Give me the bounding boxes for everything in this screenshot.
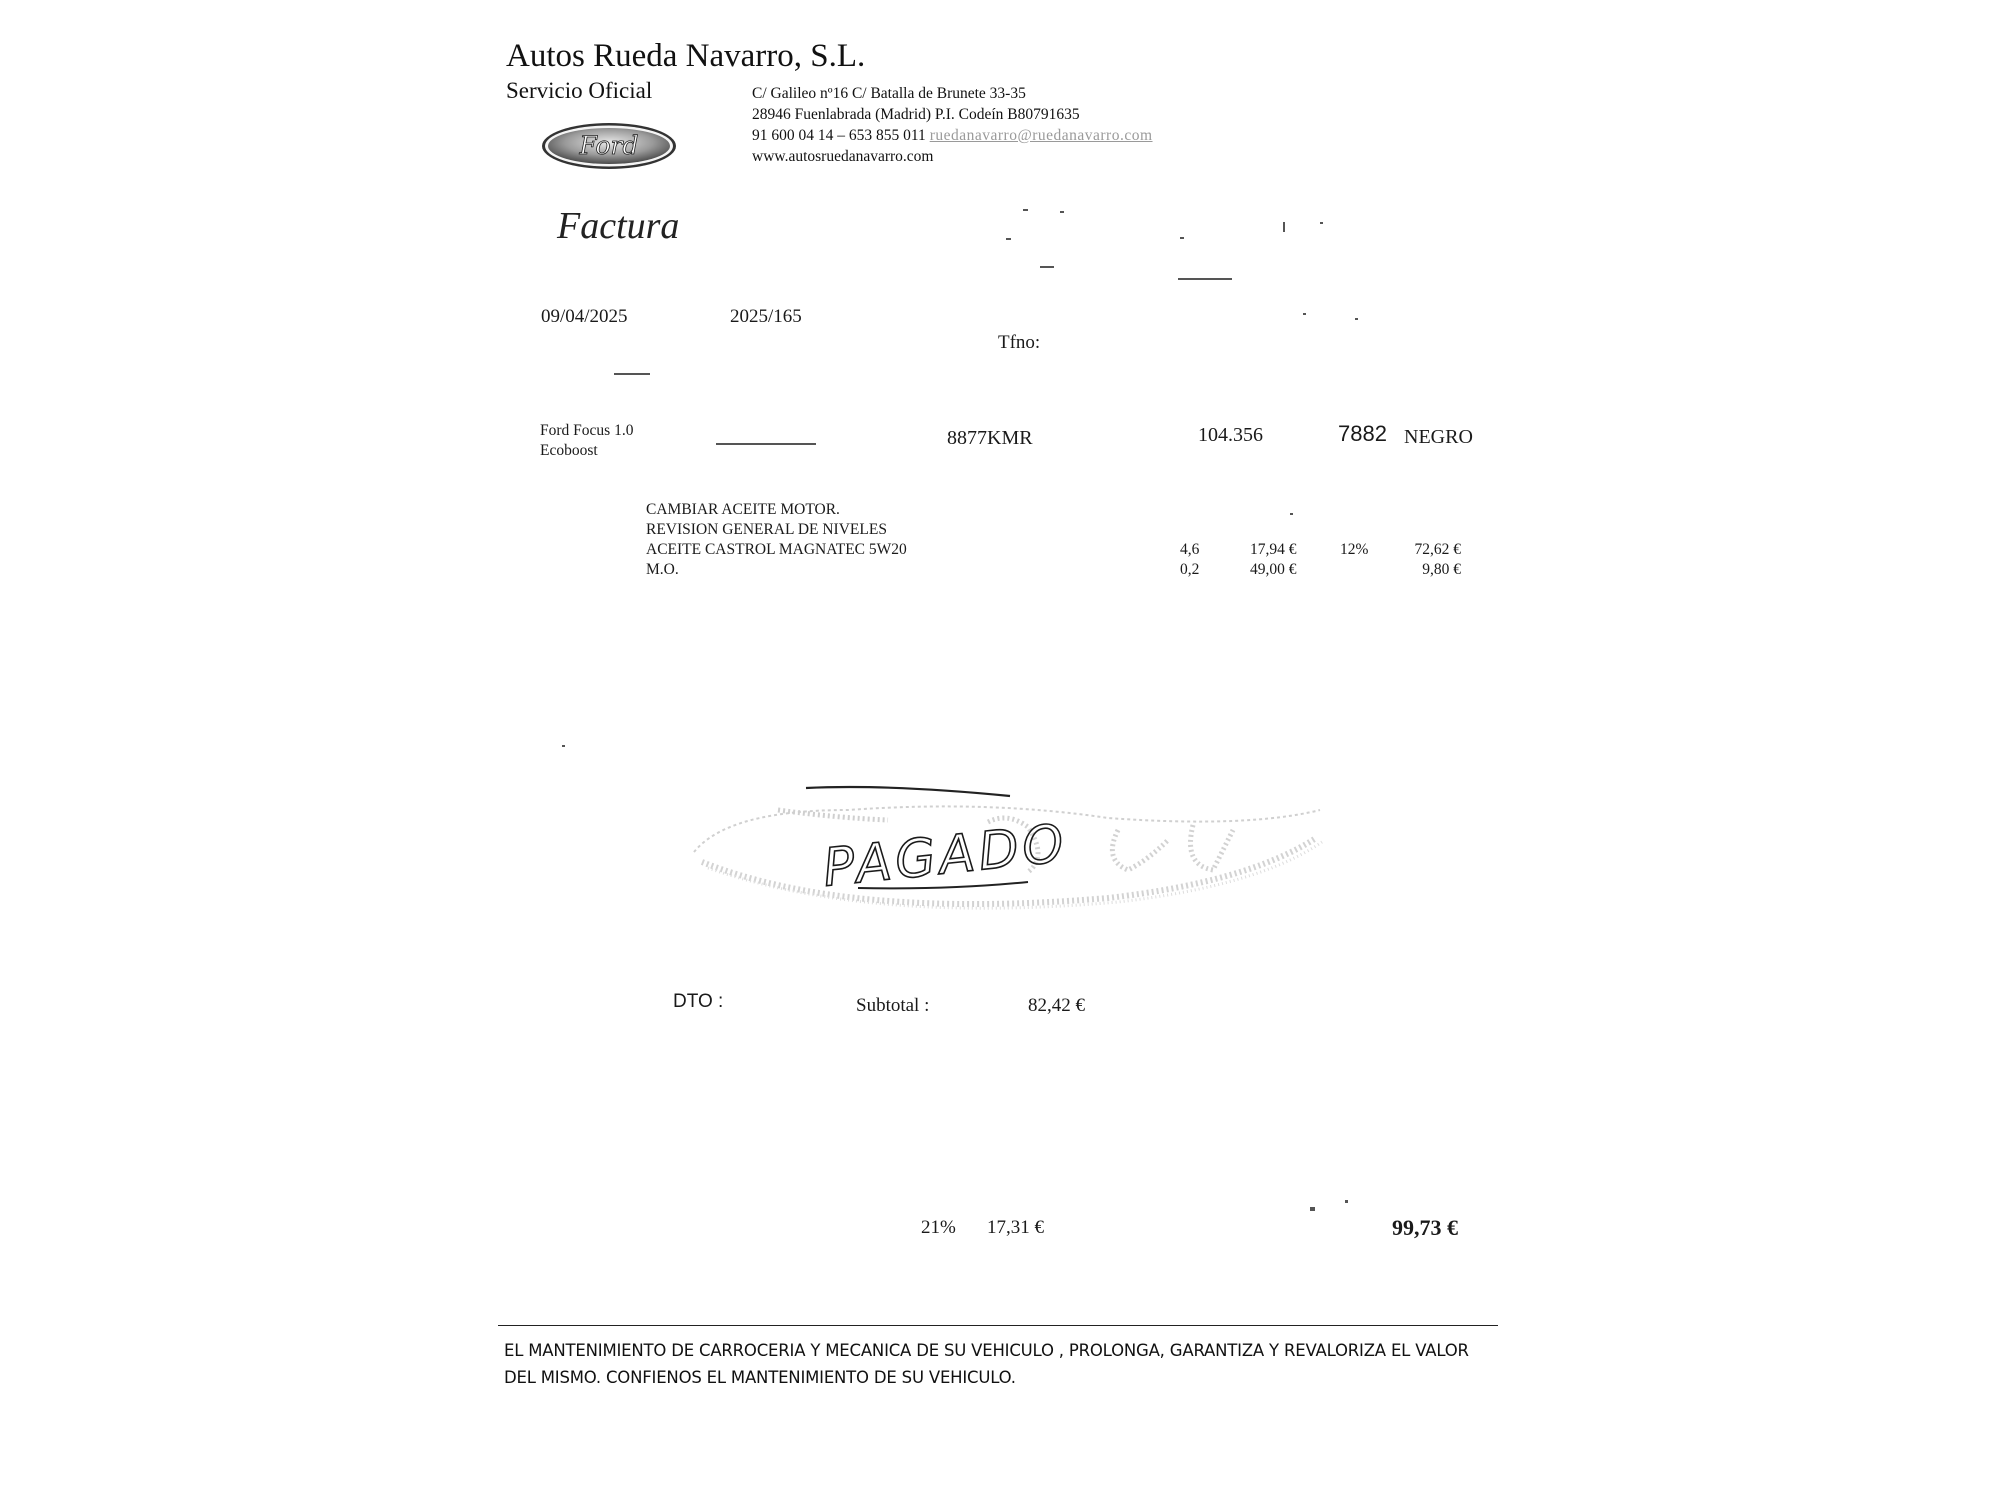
vehicle-color: NEGRO	[1404, 426, 1473, 448]
subtotal-value: 82,42 €	[1028, 995, 1085, 1016]
paid-stamp-text: PAGADO	[820, 813, 1071, 899]
contact-line	[752, 127, 1153, 145]
redaction-speck	[1303, 313, 1306, 315]
website: www.autosruedanavarro.com	[752, 148, 934, 165]
paid-stamp	[688, 770, 1338, 910]
redaction-speck	[1180, 237, 1184, 239]
redaction-speck	[1060, 211, 1064, 213]
redaction-speck	[1320, 222, 1323, 224]
redaction-speck	[1345, 1200, 1348, 1203]
redaction-speck	[1290, 513, 1293, 515]
line-item-price: 49,00 €	[1250, 561, 1297, 578]
ford-logo	[540, 121, 678, 171]
footer-note: EL MANTENIMIENTO DE CARROCERIA Y MECANICA DE SU VEHICULO , PROLONGA, GARANTIZA Y REVALORIZA EL VALOR DEL MISMO. CONFIENOS EL MANTENIMIENTO DE SU VEHICULO.	[504, 1341, 1469, 1387]
line-item-description: REVISION GENERAL DE NIVELES	[646, 521, 887, 538]
discount-label: DTO :	[673, 991, 724, 1012]
phone-label: Tfno:	[998, 332, 1041, 353]
line-item-description: CAMBIAR ACEITE MOTOR.	[646, 501, 840, 518]
grand-total: 99,73 €	[1392, 1215, 1458, 1240]
line-item-qty: 0,2	[1180, 561, 1200, 578]
vat-rate: 21%	[921, 1217, 956, 1238]
email-blurred: ruedanavarro@ruedanavarro.com	[929, 127, 1153, 144]
redaction-speck	[1310, 1207, 1315, 1211]
document-title: Factura	[557, 205, 680, 247]
vehicle-code: 7882	[1338, 421, 1387, 446]
vehicle-model: Ford Focus 1.0 Ecoboost	[540, 422, 634, 459]
line-item-price: 17,94 €	[1250, 541, 1297, 558]
line-item-qty: 4,6	[1180, 541, 1200, 558]
redaction-speck	[1023, 209, 1028, 211]
redaction-speck	[716, 443, 816, 445]
redaction-speck	[1355, 318, 1358, 320]
address-line-1: C/ Galileo nº16 C/ Batalla de Brunete 33-35	[752, 85, 1026, 102]
redaction-speck	[1283, 222, 1285, 232]
phone-numbers: 91 600 04 14 – 653 855 011	[752, 127, 926, 144]
redaction-speck	[562, 745, 565, 747]
line-item-description: M.O.	[646, 561, 679, 578]
redaction-speck	[1006, 238, 1011, 240]
line-item-total: 9,80 €	[1422, 561, 1461, 578]
service-label: Servicio Oficial	[506, 78, 653, 103]
invoice-number: 2025/165	[730, 306, 802, 327]
subtotal-label: Subtotal :	[856, 995, 930, 1016]
redaction-speck	[1040, 266, 1054, 268]
vat-amount: 17,31 €	[987, 1217, 1044, 1238]
line-item-description: ACEITE CASTROL MAGNATEC 5W20	[646, 541, 907, 558]
redaction-speck	[614, 373, 650, 375]
company-name: Autos Rueda Navarro, S.L.	[506, 38, 866, 74]
redaction-speck	[1178, 278, 1232, 280]
ford-logo-text: Ford	[579, 131, 639, 160]
vehicle-km: 104.356	[1198, 424, 1263, 446]
footer-divider	[498, 1325, 1498, 1326]
address-line-2: 28946 Fuenlabrada (Madrid) P.I. Codeín B80791635	[752, 106, 1080, 123]
vehicle-plate: 8877KMR	[947, 427, 1033, 449]
line-item-discount: 12%	[1340, 541, 1369, 558]
line-item-total: 72,62 €	[1414, 541, 1461, 558]
invoice-date: 09/04/2025	[541, 306, 628, 327]
